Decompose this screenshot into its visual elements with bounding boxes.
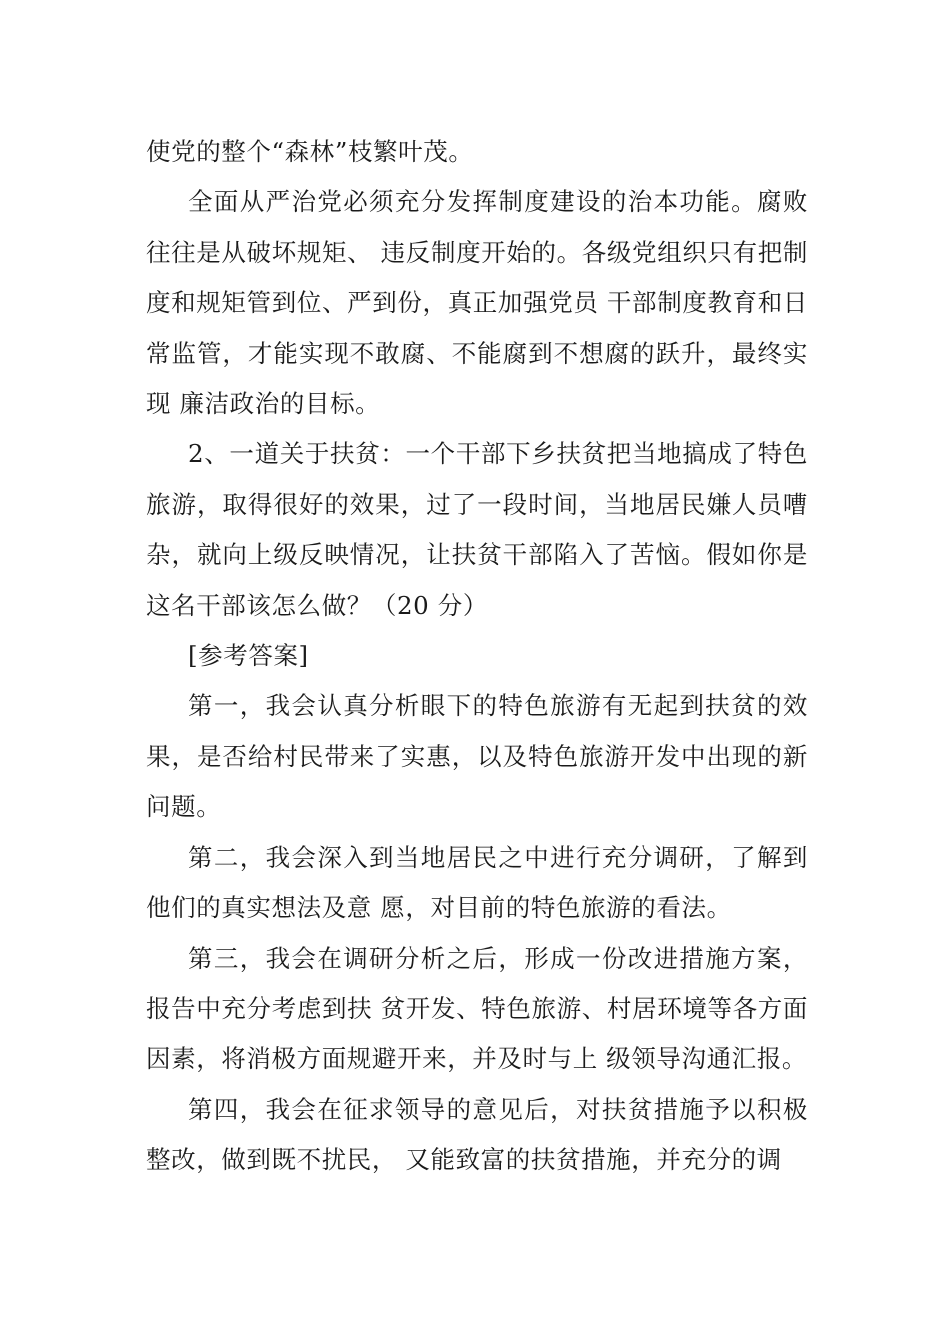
paragraph-continuation: 使党的整个“森林”枝繁叶茂。 xyxy=(146,137,474,166)
question-poverty-alleviation: 2、一道关于扶贫：一个干部下乡扶贫把当地搞成了特色旅游，取得很好的效果，过了一段时间，当地居民嫌人员嘈杂，就向上级反映情况，让扶贫干部陷入了苦恼。假如你是这名干部该怎么做？（20 分） xyxy=(146,439,808,620)
answer-point-fourth: 第四，我会在征求领导的意见后，对扶贫措施予以积极整改，做到既不扰民， 又能致富的扶贫措施，并充分的调 xyxy=(146,1094,808,1175)
answer-point-second: 第二，我会深入到当地居民之中进行充分调研，了解到他们的真实想法及意 愿，对目前的特色旅游的看法。 xyxy=(146,842,808,923)
document-body xyxy=(146,127,808,1186)
answer-point-third: 第三，我会在调研分析之后，形成一份改进措施方案，报告中充分考虑到扶 贫开发、特色旅游、村居环境等各方面因素，将消极方面规避开来，并及时与上 级领导沟通汇报。 xyxy=(146,943,808,1074)
paragraph-institution-building: 全面从严治党必须充分发挥制度建设的治本功能。腐败往往是从破坏规矩、 违反制度开始的。各级党组织只有把制度和规矩管到位、严到份，真正加强党员 干部制度教育和日常监管，才能实现不敢腐、不能腐到不想腐的跃升，最终实现 廉洁政治的目标。 xyxy=(146,187,808,419)
reference-answer-heading: [参考答案] xyxy=(188,641,309,671)
answer-point-first: 第一，我会认真分析眼下的特色旅游有无起到扶贫的效果，是否给村民带来了实惠，以及特色旅游开发中出现的新问题。 xyxy=(146,691,808,822)
